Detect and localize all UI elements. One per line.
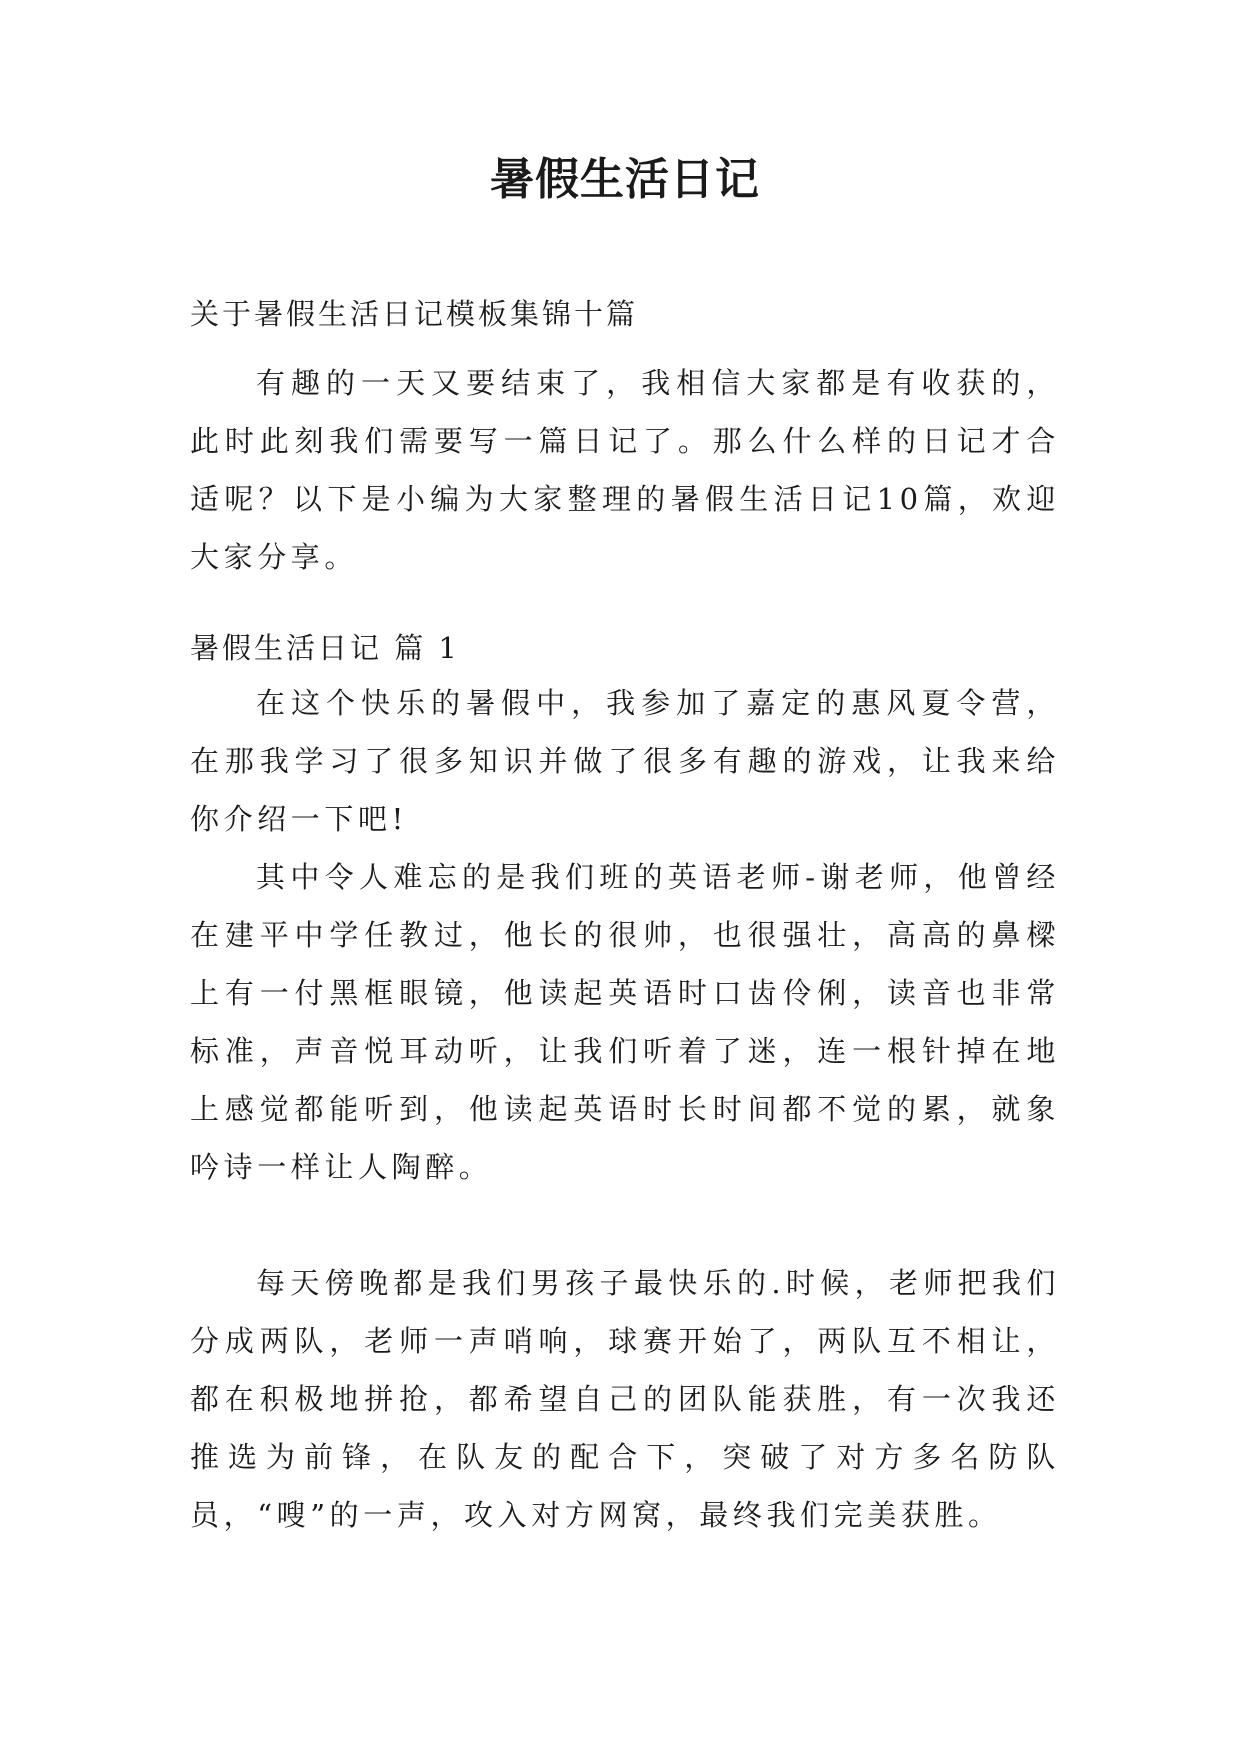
document-subtitle: 关于暑假生活日记模板集锦十篇	[190, 297, 639, 331]
body-paragraph-1: 在这个快乐的暑假中，我参加了嘉定的惠风夏令营，在那我学习了很多知识并做了很多有趣的游戏，让我来给你介绍一下吧!	[190, 686, 1060, 836]
body-paragraph-2: 其中令人难忘的是我们班的英语老师-谢老师，他曾经在建平中学任教过，他长的很帅，也很强壮，高高的鼻樑上有一付黑框眼镜，他读起英语时口齿伶俐，读音也非常标准，声音悦耳动听，让我们听着了迷，连一根针掉在地上感觉都能听到，他读起英语时长时间都不觉的累，就象吟诗一样让人陶醉。	[190, 860, 1060, 1184]
intro-paragraph: 有趣的一天又要结束了，我相信大家都是有收获的，此时此刻我们需要写一篇日记了。那么什么样的日记才合适呢？以下是小编为大家整理的暑假生活日记10篇，欢迎大家分享。	[190, 366, 1060, 574]
section-heading: 暑假生活日记 篇 1	[190, 631, 460, 665]
body-paragraph-3: 每天傍晚都是我们男孩子最快乐的.时候，老师把我们分成两队，老师一声哨响，球赛开始了，两队互不相让，都在积极地拼抢，都希望自己的团队能获胜，有一次我还推选为前锋，在队友的配合下，突破了对方多名防队员，“嗖”的一声，攻入对方网窝，最终我们完美获胜。	[190, 1266, 1060, 1532]
document-title: 暑假生活日记	[490, 154, 760, 205]
